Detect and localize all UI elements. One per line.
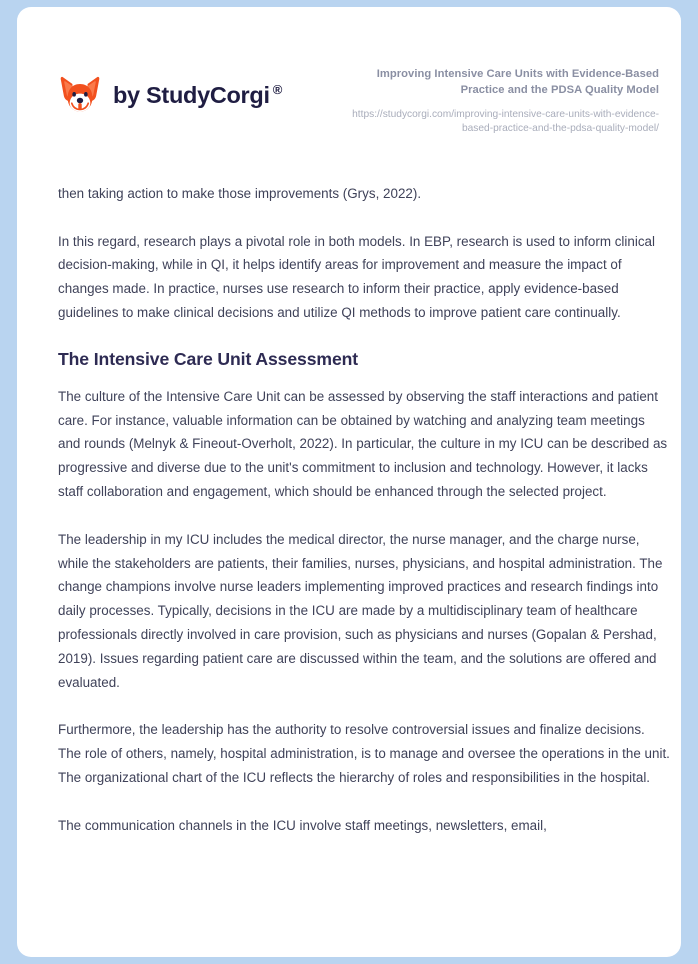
- paragraph-2: In this regard, research plays a pivotal role in both models. In EBP, research is used to inform clinical decision-making, while in QI, it helps identify areas for improvement and measure the impact of changes made. In practice, nurses use research to inform their practice, apply evidence-based guidelines to make clinical decisions and utilize QI methods to improve patient care continually.: [58, 233, 655, 320]
- paragraph-6: The communication channels in the ICU involve staff meetings, newsletters, email,: [58, 817, 547, 833]
- header-spacer: [17, 137, 681, 182]
- registered-trademark-icon: ®: [272, 81, 282, 97]
- brand-name: [113, 83, 282, 107]
- document-body: [17, 182, 681, 838]
- paragraph-5: Furthermore, the leadership has the authority to resolve controversial issues and finalize decisions. The role of others, namely, hospital administration, is to manage and oversee the operations in the unit. The organizational chart of the ICU reflects the hierarchy of roles and responsibilities in the hospital.: [58, 722, 670, 785]
- header-meta: [333, 63, 659, 137]
- paragraph-1: then taking action to make those improvements (Grys, 2022).: [58, 185, 422, 201]
- brand-logo: [58, 63, 282, 117]
- document-page: [17, 7, 681, 957]
- corgi-logo-icon: [58, 73, 102, 117]
- document-title: Improving Intensive Care Units with Evidence-Based Practice and the PDSA Quality Model: [376, 68, 659, 96]
- section-heading-icu-assessment: The Intensive Care Unit Assessment: [58, 348, 359, 369]
- paragraph-4: The leadership in my ICU includes the medical director, the nurse manager, and the charge nurse, while the stakeholders are patients, their families, nurses, physicians, and hospital administration. The change champions involve nurse leaders implementing improved practices and research findings into daily processes. Typically, decisions in the ICU are made by a multidisciplinary team of healthcare professionals directly involved in care provision, such as physicians and nurses (Gopalan & Pershad, 2019). Issues regarding patient care are discussed within the team, and the solutions are offered and evaluated.: [58, 531, 663, 690]
- document-url[interactable]: https://studycorgi.com/improving-intensive-care-units-with-evidence-based-practice-and-the-pdsa-quality-model/: [352, 108, 659, 135]
- brand-name-text: by StudyCorgi: [113, 81, 270, 108]
- document-header: [17, 7, 681, 137]
- paragraph-3: The culture of the Intensive Care Unit can be assessed by observing the staff interactions and patient care. For instance, valuable information can be obtained by watching and analyzing team meetings and rounds (Melnyk & Fineout-Overholt, 2022). In particular, the culture in my ICU can be described as progressive and diverse due to the unit's commitment to inclusion and technology. However, it lacks staff collaboration and engagement, which should be enhanced through the selected project.: [58, 388, 668, 499]
